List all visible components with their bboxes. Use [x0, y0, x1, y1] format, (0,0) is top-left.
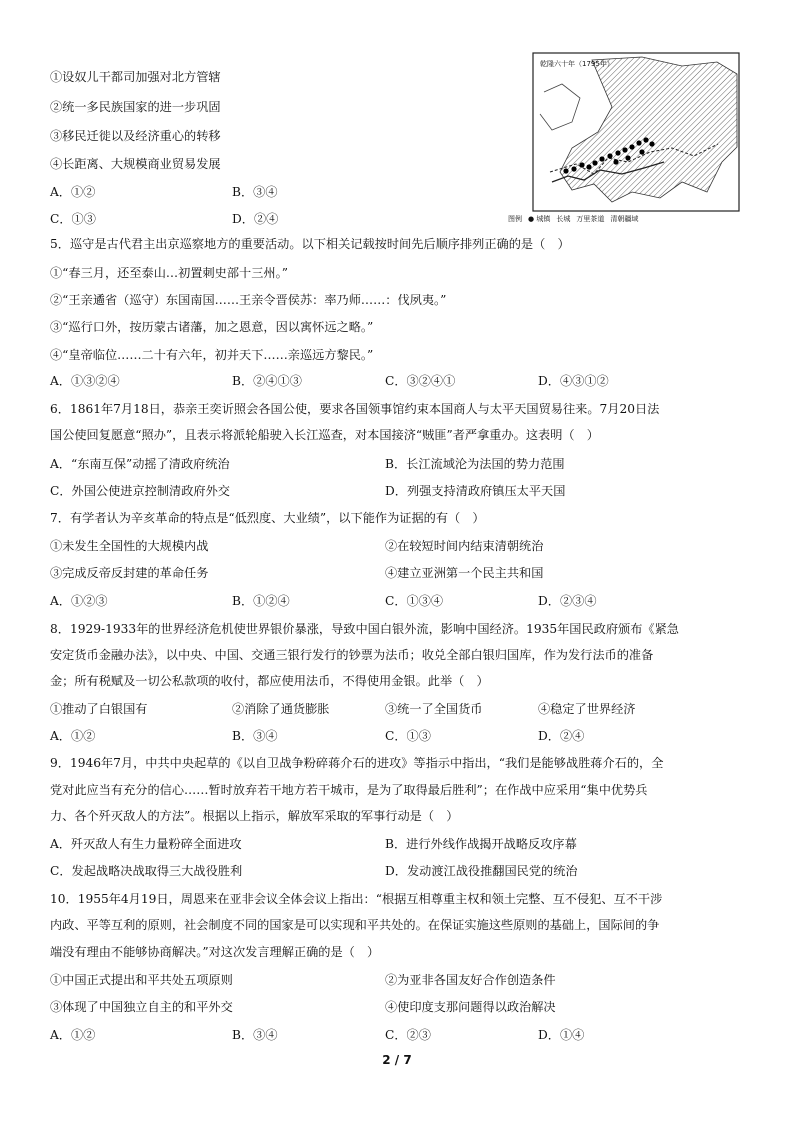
- q6-stem-line-1: 6．1861年7月18日，恭亲王奕䜣照会各国公使，要求各国领事馆约束本国商人与太平天国贸易往来。7月20日法: [50, 402, 660, 416]
- q5-stem: 5．巡守是古代君主出京巡察地方的重要活动。以下相关记载按时间先后顺序排列正确的是（ ）: [50, 237, 570, 251]
- q4-option-c: C．①③: [50, 212, 96, 226]
- page-number: 2 / 7: [382, 1053, 412, 1067]
- q10-item-2: ②为亚非各国友好合作创造条件: [385, 973, 556, 987]
- q10-stem-line-3: 端没有理由不能够协商解决。”对这次发言理解正确的是（ ）: [50, 945, 380, 959]
- q5-option-d: D．④③①②: [538, 374, 609, 388]
- q7-option-c: C．①③④: [385, 594, 444, 608]
- q10-item-4: ④使印度支那问题得以政治解决: [385, 1000, 556, 1014]
- q7-item-4: ④建立亚洲第一个民主共和国: [385, 566, 544, 580]
- q4-item-2: ②统一多民族国家的进一步巩固: [50, 100, 221, 114]
- q8-option-a: A．①②: [50, 729, 96, 743]
- q7-option-b: B．①②④: [232, 594, 290, 608]
- q6-option-c: C．外国公使进京控制清政府外交: [50, 484, 230, 498]
- q8-option-d: D．②④: [538, 729, 585, 743]
- q5-item-4: ④“皇帝临位……二十有六年，初并天下……亲巡远方黎民。”: [50, 348, 374, 362]
- q8-item-4: ④稳定了世界经济: [538, 702, 636, 716]
- legend-tea-road: 万里茶道: [576, 215, 605, 223]
- q6-stem-line-2: 国公使回复愿意“照办”，且表示将派轮船驶入长江巡查，对本国接济“贼匪”者严拿重办。这表明（ ）: [50, 428, 599, 442]
- q8-stem-line-3: 金；所有税赋及一切公私款项的收付，都应使用法币，不得使用金银。此举（ ）: [50, 674, 489, 688]
- map-graphic: [532, 52, 740, 212]
- legend-town: ● 城镇: [528, 215, 551, 223]
- q4-item-3: ③移民迁徙以及经济重心的转移: [50, 129, 221, 143]
- q6-option-d: D．列强支持清政府镇压太平天国: [385, 484, 566, 498]
- q10-option-c: C．②③: [385, 1028, 431, 1042]
- q9-stem-line-1: 9．1946年7月，中共中央起草的《以自卫战争粉碎蒋介石的进攻》等指示中指出，“我们是能够战胜蒋介石的，全: [50, 756, 664, 770]
- map-title: 乾隆六十年（1795年）: [540, 60, 614, 68]
- q4-option-d: D．②④: [232, 212, 279, 226]
- q4-item-1: ①设奴儿干都司加强对北方管辖: [50, 70, 221, 84]
- q8-item-2: ②消除了通货膨胀: [232, 702, 330, 716]
- q9-option-a: A．歼灭敌人有生力量粉碎全面进攻: [50, 837, 242, 851]
- q5-option-b: B．②④①③: [232, 374, 302, 388]
- q10-stem-line-2: 内政、平等互利的原则，社会制度不同的国家是可以实现和平共处的。在保证实施这些原则的基础上，国际间的争: [50, 918, 660, 932]
- q4-item-4: ④长距离、大规模商业贸易发展: [50, 157, 221, 171]
- q4-option-b: B．③④: [232, 185, 278, 199]
- q7-stem: 7．有学者认为辛亥革命的特点是“低烈度、大业绩”，以下能作为证据的有（ ）: [50, 511, 485, 525]
- q7-item-2: ②在较短时间内结束清朝统治: [385, 539, 544, 553]
- q5-item-1: ①“春三月，还至泰山…初置刺史部十三州。”: [50, 266, 288, 280]
- legend-great-wall: 长城: [556, 215, 571, 223]
- q6-option-a: A．“东南互保”动摇了清政府统治: [50, 457, 230, 471]
- q9-stem-line-2: 党对此应当有充分的信心……暂时放弃若干地方若干城市，是为了取得最后胜利”；在作战中应采用“集中优势兵: [50, 783, 648, 797]
- q10-option-a: A．①②: [50, 1028, 96, 1042]
- q5-option-a: A．①③②④: [50, 374, 120, 388]
- q10-stem-line-1: 10．1955年4月19日，周恩来在亚非会议全体会议上指出：“根据互相尊重主权和领土完整、互不侵犯、互不干涉: [50, 892, 663, 906]
- q10-option-d: D．①④: [538, 1028, 585, 1042]
- q8-stem-line-1: 8．1929-1933年的世界经济危机使世界银价暴涨，导致中国白银外流，影响中国经济。1935年国民政府颁布《紧急: [50, 622, 679, 636]
- q10-item-3: ③体现了中国独立自主的和平外交: [50, 1000, 233, 1014]
- q6-option-b: B．长江流域沦为法国的势力范围: [385, 457, 565, 471]
- q8-item-3: ③统一了全国货币: [385, 702, 483, 716]
- legend-prefix: 图例: [508, 215, 522, 223]
- q7-option-a: A．①②③: [50, 594, 108, 608]
- q7-item-1: ①未发生全国性的大规模内战: [50, 539, 209, 553]
- historical-map: [532, 52, 740, 227]
- q10-item-1: ①中国正式提出和平共处五项原则: [50, 973, 233, 987]
- q8-item-1: ①推动了白银国有: [50, 702, 148, 716]
- q4-option-a: A．①②: [50, 185, 96, 199]
- q9-option-b: B．进行外线作战揭开战略反攻序幕: [385, 837, 577, 851]
- q9-stem-line-3: 力、各个歼灭敌人的方法”。根据以上指示，解放军采取的军事行动是（ ）: [50, 809, 459, 823]
- q7-item-3: ③完成反帝反封建的革命任务: [50, 566, 209, 580]
- map-legend: [508, 214, 740, 224]
- q5-item-3: ③“巡行口外，按历蒙古诸藩，加之恩意，因以寓怀远之略。”: [50, 320, 374, 334]
- q10-option-b: B．③④: [232, 1028, 278, 1042]
- q5-item-2: ②“王亲遹省（巡守）东国南国……王亲令晋侯苏：率乃师……：伐夙夷。”: [50, 293, 447, 307]
- q8-option-b: B．③④: [232, 729, 278, 743]
- q9-option-d: D．发动渡江战役推翻国民党的统治: [385, 864, 578, 878]
- q8-option-c: C．①③: [385, 729, 431, 743]
- q9-option-c: C．发起战略决战取得三大战役胜利: [50, 864, 243, 878]
- legend-territory: 清朝疆域: [610, 215, 639, 223]
- q8-stem-line-2: 安定货币金融办法》，以中央、中国、交通三银行发行的钞票为法币；收兑全部白银归国库，作为发行法币的准备: [50, 648, 654, 662]
- q5-option-c: C．③②④①: [385, 374, 456, 388]
- q7-option-d: D．②③④: [538, 594, 597, 608]
